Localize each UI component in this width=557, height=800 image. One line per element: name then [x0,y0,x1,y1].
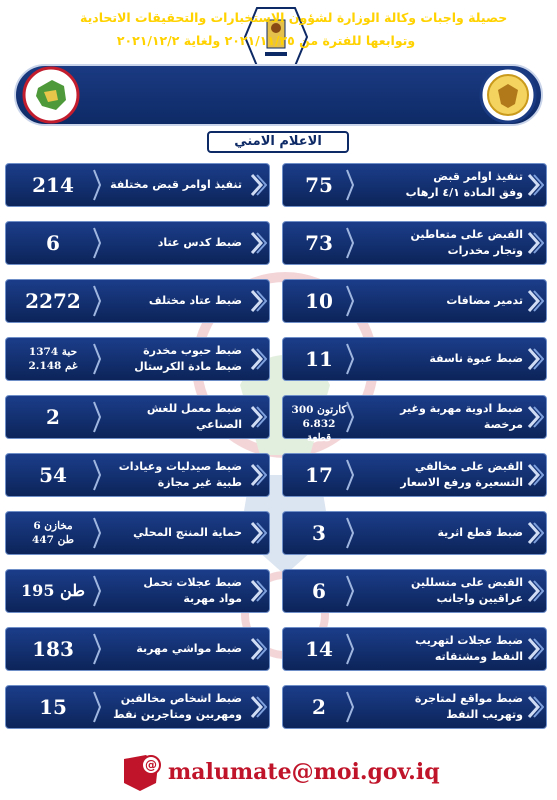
stat-label [102,628,242,670]
stat-value-b: 447 طن [32,534,74,546]
right-stat-card [282,453,547,497]
stat-label-line1: ضبط مواقع لمتاجرة [414,692,523,705]
stat-value: 75 [305,173,333,197]
stat-label-line2: عراقيين واجانب [436,592,523,605]
separator-icon [92,342,102,376]
chevron-icon [249,579,267,603]
stat-label [355,164,523,206]
stat-value: 195 طن [21,581,85,600]
separator-icon [92,574,102,608]
header-period: وتوابعها للفترة من ٢٠٢١/١١/٢٥ ولغاية ٢٠٢١/١٢/٢ [116,33,416,48]
separator-icon [92,226,102,260]
stat-label [102,686,242,728]
stat-label [355,222,523,264]
stat-value: 54 [39,463,67,487]
stat-value: 2 [46,405,60,429]
stat-label-line1: ضبط ادوية مهربة وغير [400,402,523,415]
right-stat-card [282,279,547,323]
stat-label [355,280,523,322]
stat-label-line2: النفط ومشتقاته [434,650,523,663]
chevron-icon [526,695,544,719]
stat-value: 6 [46,231,60,255]
stat-label [355,338,523,380]
right-stat-card [282,511,547,555]
stat-label-line2: وفق المادة ٤/١ ارهاب [405,186,523,199]
stat-label-line1: ضبط عبوة ناسفة [429,352,523,365]
left-stat-card [5,395,270,439]
stat-value: 2272 [25,289,81,313]
stat-label [102,280,242,322]
stat-value: 183 [32,637,74,661]
stat-label-line1: ضبط كدس عتاد [157,236,242,249]
separator-icon [345,342,355,376]
left-stat-card [5,511,270,555]
stat-label [355,396,523,438]
chevron-icon [249,231,267,255]
left-stat-card [5,627,270,671]
stat-label-line2: مرخصة [483,418,523,431]
separator-icon [345,226,355,260]
stat-label [102,570,242,612]
separator-icon [92,690,102,724]
stat-value: 17 [305,463,333,487]
chevron-icon [526,521,544,545]
stat-label-line2: وتجار مخدرات [447,244,523,257]
stat-label [102,338,242,380]
svg-text:@: @ [145,758,157,772]
chevron-icon [526,289,544,313]
stat-label-line1: ضبط صيدليات وعيادات [118,460,242,473]
stat-value: 15 [39,695,67,719]
stat-label-line2: ومهربين ومتاجرين نفط [113,708,242,721]
chevron-icon [249,405,267,429]
stat-value: 73 [305,231,333,255]
separator-icon [92,632,102,666]
email-map-icon [118,753,164,793]
header-title: حصيلة واجبات وكالة الوزارة لشؤون الاستخبارات والتحقيقات الاتحادية [80,10,508,25]
stat-label-line1: تنفيذ اوامر قبض مختلفة [110,178,242,191]
stat-label-line1: تنفيذ اوامر قبض [433,170,523,183]
chevron-icon [249,347,267,371]
separator-icon [92,400,102,434]
separator-icon [345,400,355,434]
stat-value-pair [14,519,92,549]
stat-value-pair [291,403,347,444]
stat-label-line1: ضبط عتاد مختلف [148,294,242,307]
stat-label-line1: حماية المنتج المحلي [133,526,242,539]
separator-icon [345,284,355,318]
stat-value-a: 300 كارتون [291,404,347,416]
stat-label-line1: تدمير مضافات [446,294,523,307]
chevron-icon [526,579,544,603]
stat-value-a: 1374 حبة [28,346,78,358]
separator-icon [345,632,355,666]
left-stat-card [5,163,270,207]
stat-label-line2: ضبط مادة الكرستال [134,360,242,373]
stat-label [102,222,242,264]
left-stat-card [5,569,270,613]
chevron-icon [526,231,544,255]
stat-label [102,164,242,206]
stat-value-b: 2.148 غم [28,360,78,372]
eagle-badge-icon [479,66,537,124]
stat-value-a: 6 مخازن [33,520,73,532]
left-stat-card [5,685,270,729]
stat-label-line1: ضبط عجلات تحمل [143,576,242,589]
right-stat-card [282,337,547,381]
chevron-icon [249,289,267,313]
left-stat-card [5,453,270,497]
stat-value: 10 [305,289,333,313]
chevron-icon [249,173,267,197]
stat-value: 3 [312,521,326,545]
email-link[interactable]: malumate@moi.gov.iq [168,759,440,785]
stat-label-line1: ضبط حبوب مخدرة [143,344,242,357]
stat-value: 214 [32,173,74,197]
chevron-icon [526,463,544,487]
right-stat-card [282,627,547,671]
stat-label [355,628,523,670]
stat-label [102,512,242,554]
stat-label [102,454,242,496]
left-stat-card [5,221,270,265]
stat-label-line2: التسعيرة ورفع الاسعار [400,476,523,489]
separator-icon [345,690,355,724]
chevron-icon [249,463,267,487]
stat-value: 2 [312,695,326,719]
stat-label-line1: القبض على متسللين [411,576,523,589]
stat-label [355,686,523,728]
stat-label-line2: طبية غير مجازة [157,476,242,489]
stat-label-line1: ضبط عجلات لتهريب [415,634,523,647]
stat-label-line1: ضبط قطع اثرية [437,526,523,539]
stat-label [355,454,523,496]
right-stat-card [282,395,547,444]
stat-label [355,512,523,554]
chevron-icon [526,405,544,429]
right-stat-card [282,685,547,729]
section-title: الاعلام الامني [207,131,349,153]
stat-label-line2: مواد مهربة [183,592,242,605]
stat-label-line1: ضبط معمل للغش الصناعي [146,402,242,431]
right-stat-card [282,569,547,613]
stat-value: 6 [312,579,326,603]
separator-icon [92,458,102,492]
separator-icon [92,516,102,550]
separator-icon [345,168,355,202]
chevron-icon [249,521,267,545]
chevron-icon [249,695,267,719]
iraq-map-logo-icon [22,66,80,124]
stat-value: 14 [305,637,333,661]
stat-label-line1: ضبط مواشي مهربة [136,642,242,655]
chevron-icon [249,637,267,661]
separator-icon [345,458,355,492]
stat-label-line1: ضبط اشخاص مخالفين [120,692,242,705]
header-banner [14,64,543,126]
stat-value-pair [14,345,92,375]
stat-label-line1: القبض على مخالفي [414,460,523,473]
chevron-icon [526,637,544,661]
chevron-icon [526,173,544,197]
stat-label-line1: القبض على متعاطين [410,228,523,241]
separator-icon [92,168,102,202]
separator-icon [345,574,355,608]
stat-value: 11 [305,347,333,371]
right-stat-card [282,163,547,207]
separator-icon [345,516,355,550]
right-stat-card [282,221,547,265]
left-stat-card [5,337,270,381]
stat-value-b: 6.832 قطعة [302,418,336,444]
separator-icon [92,284,102,318]
left-stat-card [5,279,270,323]
stat-label-line2: وتهريب النفط [446,708,523,721]
stat-label [355,570,523,612]
chevron-icon [526,347,544,371]
stat-label [102,396,242,438]
